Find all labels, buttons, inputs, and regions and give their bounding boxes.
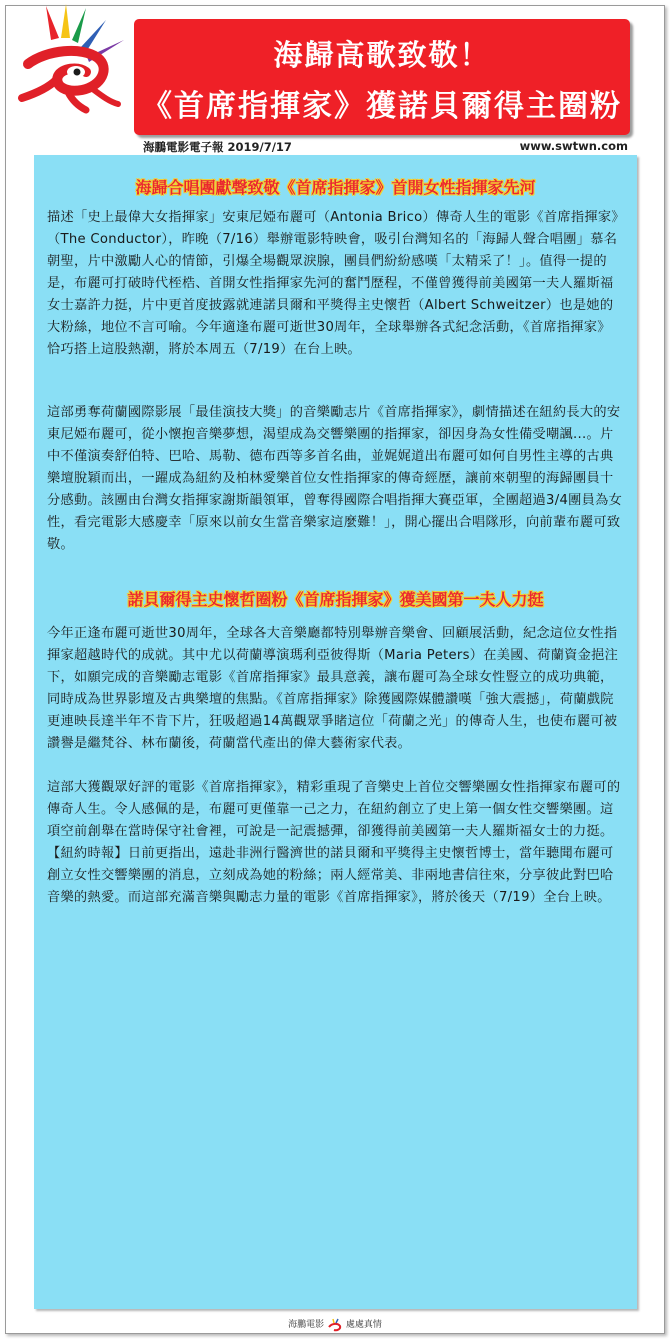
footer-right-text: 處處真情 <box>345 1320 382 1330</box>
footer-left-text: 海鵬電影 <box>288 1320 325 1330</box>
website-link[interactable]: www.swtwn.com <box>519 139 628 153</box>
section1-paragraph2: 這部勇奪荷蘭國際影展「最佳演技大獎」的音樂勵志片《首席指揮家》，劇情描述在紐約長大的安東尼婭布麗可，從小懷抱音樂夢想，渴望成為交響樂團的指揮家，卻因身為女性備受嘲諷...。片中不僅演奏舒伯特、巴哈、馬勒、德布西等多首名曲，並娓娓道出布麗可如何自男性主導的古典樂壇脫穎而出，一躍成為紐約及柏林愛樂首位女性指揮家的傳奇經歷，讓前來朝聖的海歸團員十分感動。該團由台灣女指揮家謝斯韻領軍，曾奪得國際合唱指揮大賽亞軍，全團超過3/4團員為女性，看完電影大感慶幸「原來以前女生當音樂家這麼難！」，開心擺出合唱隊形，向前輩布麗可致敬。 <box>47 405 623 552</box>
haipeng-logo <box>6 2 136 114</box>
footer-logo-icon <box>327 1318 343 1332</box>
article-panel <box>34 155 637 1309</box>
banner-title-line2: 《首席指揮家》獲諾貝爾得主圈粉 <box>142 89 622 124</box>
section2-paragraph2: 這部大獲觀眾好評的電影《首席指揮家》，精彩重現了音樂史上首位交響樂團女性指揮家布麗可的傳奇人生。令人感佩的是，布麗可更僅靠一己之力，在紐約創立了史上第一個女性交響樂團。這項空前創舉在當時保守社會裡，可說是一記震撼彈，卻獲得前美國第一夫人羅斯福女士的力挺。【紐約時報】日前更指出，遠赴非洲行醫濟世的諾貝爾和平獎得主史懷哲博士，當年聽聞布麗可創立女性交響樂團的消息，立刻成為她的粉絲；兩人經常美、非兩地書信往來，分享彼此對巴哈音樂的熱愛。而這部充滿音樂與勵志力量的電影《首席指揮家》，將於後天（7/19）全台上映。 <box>47 780 621 905</box>
banner-title-line1: 海歸高歌致敬！ <box>273 38 491 72</box>
section2-paragraph1: 今年正逢布麗可逝世30周年，全球各大音樂廳都特別舉辦音樂會、回顧展活動，紀念這位女性指揮家超越時代的成就。其中尤以荷蘭導演瑪利亞彼得斯（Maria Peters）在美國、荷蘭資金挹注下，如願完成的音樂勵志電影《首席指揮家》最具意義，讓布麗可為全球女性豎立的成功典範，同時成為世界影壇及古典樂壇的焦點。《首席指揮家》除獲國際媒體讚嘆「強大震撼」，荷蘭戲院更連映長達半年不肯下片，狂吸超過14萬觀眾爭睹這位「荷蘭之光」的傳奇人生，也使布麗可被讚譽是繼梵谷、林布蘭後，荷蘭當代產出的偉大藝術家代表。 <box>47 626 619 751</box>
title-banner <box>134 19 630 135</box>
section1-paragraph1: 描述「史上最偉大女指揮家」安東尼婭布麗可（Antonia Brico）傳奇人生的電影《首席指揮家》（The Conductor），昨晚（7/16）舉辦電影特映會，吸引台灣知名的「海歸人聲合唱團」慕名朝聖，片中激勵人心的情節，引爆全場觀眾淚腺，團員們紛紛感嘆「太精采了！」。值得一提的是，布麗可打破時代桎梏、首開女性指揮家先河的奮鬥歷程，不僅曾獲得前美國第一夫人羅斯福女士嘉許力挺，片中更首度披露就連諾貝爾和平獎得主史懷哲（Albert Schweitzer）也是她的大粉絲，地位不言可喻。今年適逢布麗可逝世30周年，全球舉辦各式紀念活動，《首席指揮家》恰巧搭上這股熱潮，將於本周五（7/19）在台上映。 <box>47 210 619 357</box>
publication-date: 海鵬電影電子報 2019/7/17 <box>143 140 292 154</box>
footer <box>0 1317 670 1332</box>
section1-heading: 海歸合唱團獻聲致敬《首席指揮家》首開女性指揮家先河 <box>135 178 536 197</box>
section2-heading: 諾貝爾得主史懷哲圈粉《首席指揮家》獲美國第一夫人力挺 <box>127 590 544 609</box>
